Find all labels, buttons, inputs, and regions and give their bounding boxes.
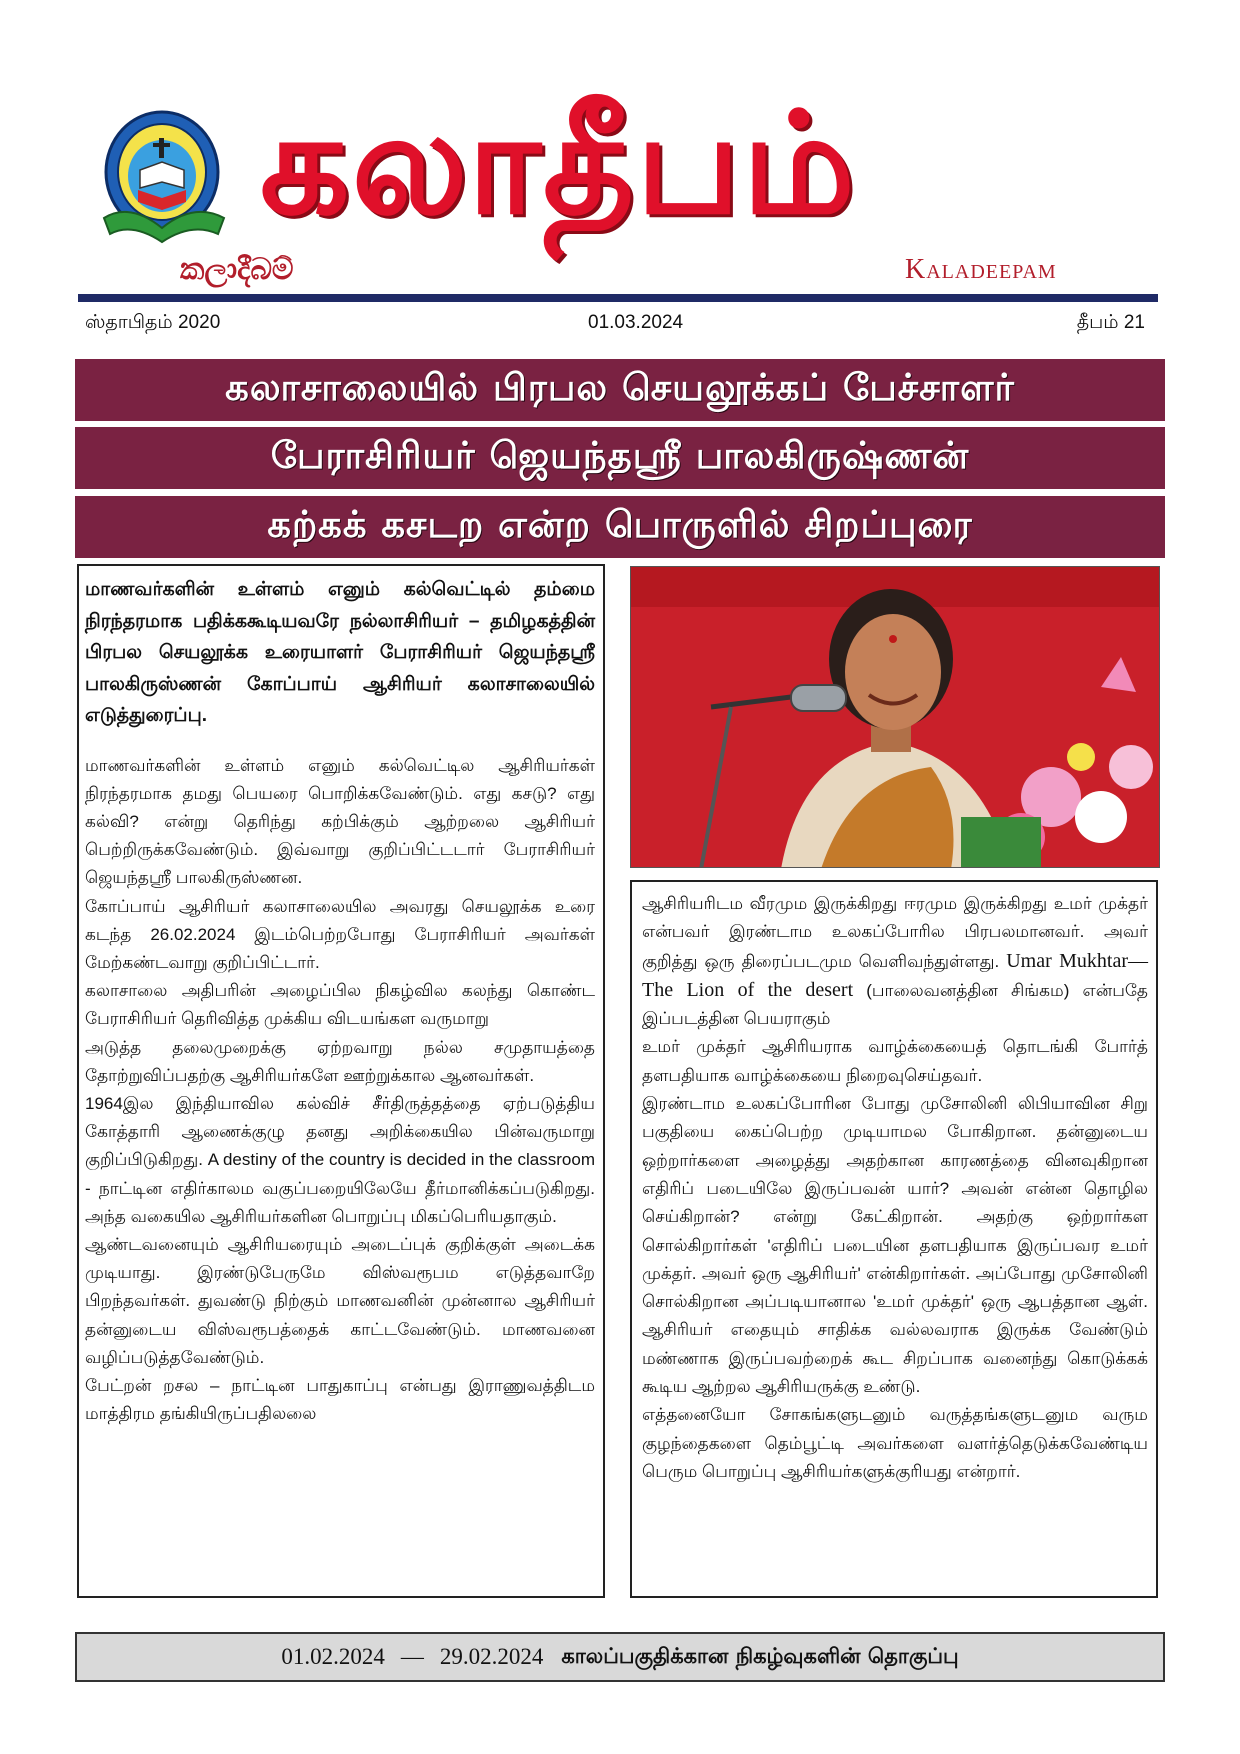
- established-year: ஸ்தாபிதம் 2020: [85, 312, 221, 333]
- speaker-at-microphone-photo-icon: [630, 566, 1160, 868]
- masthead-divider: [78, 294, 1158, 302]
- headline-line-2: பேராசிரியர் ஜெயந்தஸ்ரீ பாலகிருஷ்ணன்: [75, 427, 1165, 489]
- footer-banner: [75, 1632, 1165, 1682]
- masthead-title: கலாதீபம்: [260, 83, 857, 246]
- paragraph: பேட்றன் றசல – நாட்டின பாதுகாப்பு என்பது இராணுவத்திடம மாத்திரம தங்கியிருப்பதிலலை: [85, 1375, 595, 1424]
- headline-line-3: கற்கக் கசடற என்ற பொருளில் சிறப்புரை: [75, 496, 1165, 558]
- english-film-title: Umar Mukhtar—The Lion of the desert: [642, 949, 1148, 1001]
- paragraph: அடுத்த தலைமுறைக்கு ஏற்றவாறு நல்ல சமுதாயத்தை தோற்றுவிப்பதற்கு ஆசிரியர்களே ஊற்றுக்கால ஆனவர்கள்.: [85, 1037, 595, 1085]
- footer-dash: —: [400, 1644, 424, 1669]
- footer-date-to: 29.02.2024: [439, 1644, 544, 1669]
- issue-date: 01.03.2024: [588, 312, 684, 333]
- masthead-latin-title: Kaladeepam: [905, 254, 1057, 285]
- paragraph: இரண்டாம உலகப்போரின போது முசோலினி லிபியாவின சிறு பகுதியை கைப்பெற்ற முடியாமல போகிறான. தன்னுடைய ஒற்றார்களை அழைத்து அதற்கான காரணத்தை வினவுகிறான எதிரிப் படையிலே இருப்பவன் யார்? அவன் என்ன தொழில செய்கிறான்? என்று கேட்கிறான். அதற்கு ஒற்றார்கள சொல்கிறார்கள் 'எதிரிப் படையின தளபதியாக இருப்பவர உமர் முக்தர். அவர் ஒரு ஆசிரியர்' என்கிறார்கள். அப்போது முசோலினி சொல்கிறான அப்படியானால 'உமர் முக்தர்' ஒரு ஆபத்தான ஆள். ஆசிரியர் எதையும் சாதிக்க வல்லவராக இருக்க வேண்டும் மண்ணாக இருப்பவற்றைக் கூட சிறப்பாக வனைந்து கொடுக்கக் கூடிய ஆற்றல ஆசிரியருக்கு உண்டு.: [642, 1094, 1148, 1397]
- paragraph-text: ஆசிரியரிடம வீரமும இருக்கிறது ஈரமும இருக்கிறது உமர் முக்தர் என்பவர் இரண்டாம உலகப்போரில பிரபலமானவர். அவர் குறித்து ஒரு திரைப்படமும வெளிவந்துள்ளது.: [642, 894, 1148, 971]
- issue-number: தீபம் 21: [1076, 312, 1145, 333]
- paragraph: ஆண்டவனையும் ஆசிரியரையும் அடைப்புக் குறிக்குள் அடைக்க முடியாது. இரண்டுபேருமே விஸ்வரூபம எடுத்தவாறே பிறந்தவர்கள். துவண்டு நிற்கும் மாணவனின் முன்னால ஆசிரியர் தன்னுடைய விஸ்வரூபத்தைக் காட்டவேண்டும். மாணவனை வழிப்படுத்தவேண்டும்.: [85, 1234, 595, 1367]
- paragraph: [642, 890, 1148, 1033]
- paragraph: 1964இல இந்தியாவில கல்விச் சீர்திருத்தத்தை ஏற்படுத்திய கோத்தாரி ஆணைக்குழு தனது அறிக்கையில பின்வருமாறு குறிப்பிடுகிறது. A destiny of the country is decided in the classroom - நாட்டின எதிர்காலம வகுப்பறையிலேயே தீர்மானிக்கப்படுகிறது. அந்த வகையில ஆசிரியர்களின பொறுப்பு மிகப்பெரியதாகும்.: [85, 1093, 595, 1226]
- paragraph: உமர் முக்தர் ஆசிரியராக வாழ்க்கையைத் தொடங்கி போர்த் தளபதியாக வாழ்க்கையை நிறைவுசெய்தவர்.: [642, 1037, 1148, 1085]
- article-lead: மாணவர்களின் உள்ளம் எனும் கல்வெட்டில் தம்மை நிரந்தரமாக பதிக்ககூடியவரே நல்லாசிரியர் – தமிழகத்தின் பிரபல செயலூக்க உரையாளர் பேராசிரியர் ஜெயந்தஸ்ரீ பாலகிருஸ்ணன் கோப்பாய் ஆசிரியர் கலாசாலையில் எடுத்துரைப்பு.: [85, 579, 595, 726]
- paragraph: கலாசாலை அதிபரின் அழைப்பில நிகழ்வில கலந்து கொண்ட பேராசிரியர் தெரிவித்த முக்கிய விடயங்கள வருமாறு: [85, 981, 595, 1029]
- paragraph: கோப்பாய் ஆசிரியர் கலாசாலையில அவரது செயலூக்க உரை கடந்த 26.02.2024 இடம்பெற்றபோது பேராசிரியர் அவர்கள் மேற்கண்டவாறு குறிப்பிட்டார்.: [85, 896, 595, 972]
- paragraph: எத்தனையோ சோகங்களுடனும் வருத்தங்களுடனும வரும குழந்தைகளை தெம்பூட்டி அவர்களை வளர்த்தெடுக்கவேண்டிய பெரும பொறுப்பு ஆசிரியர்களுக்குரியது என்றார்.: [642, 1405, 1148, 1481]
- article-left-column: [77, 564, 605, 1598]
- footer-date-from: 01.02.2024: [281, 1644, 385, 1669]
- article-right-column: [630, 880, 1158, 1598]
- paragraph: மாணவர்களின் உள்ளம் எனும் கல்வெட்டில ஆசிரியர்கள் நிரந்தரமாக தமது பெயரை பொறிக்கவேண்டும். எது கசடு? எது கல்வி? என்று தெரிந்து கற்பிக்கும் ஆற்றலை ஆசிரியர் பெற்றிருக்கவேண்டும். இவ்வாறு குறிப்பிட்டடார் பேராசிரியர் ஜெயந்தஸ்ரீ பாலகிருஸ்ணன.: [85, 755, 595, 888]
- college-crest-icon: [100, 110, 230, 250]
- paragraph-text: (பாலைவனத்தின சிங்கம) என்பதே இப்படத்தின பெயராகும்: [642, 980, 1149, 1029]
- footer-text: காலப்பகுதிக்கான நிகழ்வுகளின் தொகுப்பு: [561, 1643, 959, 1668]
- masthead-sinhala-title: කලාදීබම්: [180, 252, 294, 287]
- headline-line-1: கலாசாலையில் பிரபல செயலூக்கப் பேச்சாளர்: [75, 359, 1165, 421]
- article-left-body: [85, 752, 595, 1429]
